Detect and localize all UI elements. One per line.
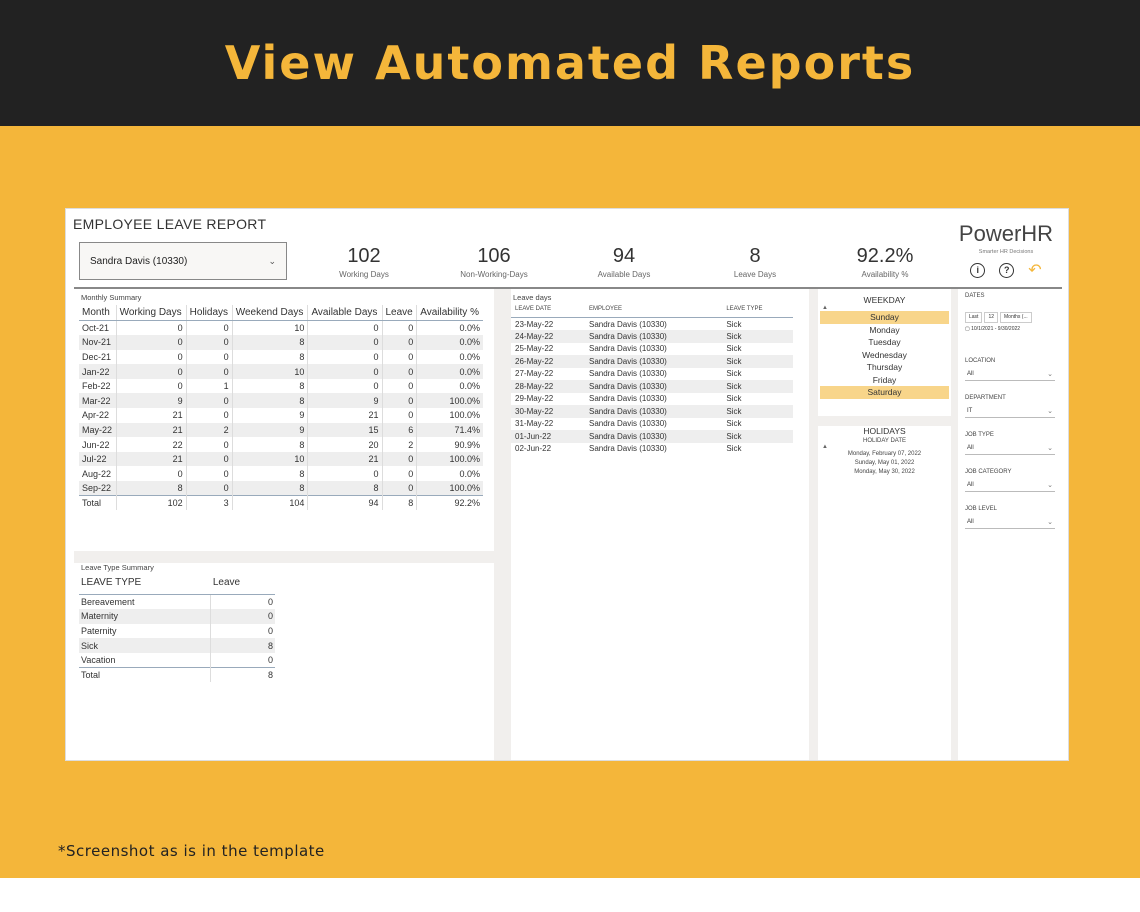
header-banner [0, 0, 1140, 126]
table-cell: 0 [186, 335, 232, 350]
undo-icon[interactable]: ↶ [1028, 262, 1042, 279]
dates-unit-select[interactable]: Months (... [1000, 312, 1032, 323]
table-cell: 92.2% [417, 496, 483, 511]
employee-leave-report [65, 208, 1069, 761]
table-cell: 8 [308, 481, 382, 496]
gutter [818, 416, 951, 426]
dropdown-value: All [967, 445, 974, 451]
table-cell: 10 [232, 452, 308, 467]
footnote: *Screenshot as is in the template [58, 842, 325, 860]
table-cell: 8 [232, 481, 308, 496]
table-cell: Sick [726, 344, 742, 354]
location-dropdown[interactable] [965, 368, 1055, 381]
kpi-available-days [554, 245, 694, 279]
table-row [511, 355, 793, 368]
column-header: Weekend Days [232, 305, 308, 321]
panel-title: Leave days [513, 293, 552, 302]
table-cell: 0 [211, 653, 275, 668]
calendar-icon: ▢ [965, 326, 970, 332]
header-divider [74, 287, 1062, 289]
table-cell: 21 [308, 452, 382, 467]
sort-icon[interactable]: ▲ [822, 444, 828, 450]
table-cell: 0 [186, 452, 232, 467]
table-row [511, 418, 793, 431]
report-title: EMPLOYEE LEAVE REPORT [73, 216, 267, 232]
table-cell: 8 [232, 437, 308, 452]
kpi-value: 94 [612, 245, 636, 267]
holiday-item: Monday, February 07, 2022 [847, 451, 922, 457]
table-cell: Oct-21 [82, 323, 110, 334]
kpi-label: Availability % [861, 270, 909, 279]
table-cell: 6 [382, 423, 417, 438]
table-cell: Paternity [81, 625, 117, 636]
table-cell: 0 [382, 364, 417, 379]
table-cell: 9 [232, 423, 308, 438]
kpi-label: Working Days [339, 270, 389, 279]
table-cell: 01-Jun-22 [511, 430, 585, 443]
leave-days-table [511, 305, 793, 455]
table-cell: Maternity [79, 609, 211, 624]
leave-type-summary-panel [79, 563, 493, 758]
gutter [951, 289, 958, 761]
table-cell: 94 [308, 496, 382, 511]
table-cell: Sick [726, 369, 742, 379]
table-row [511, 430, 793, 443]
column-header: Holidays [186, 305, 232, 321]
chevron-down-icon: ⌄ [1047, 482, 1053, 489]
gutter [494, 289, 511, 761]
kpi-availability [815, 245, 955, 279]
table-row [511, 405, 793, 418]
chevron-down-icon: ⌄ [268, 255, 276, 266]
table-cell: Total [79, 496, 116, 511]
table-cell: Sick [722, 405, 793, 418]
panel-title: Leave Type Summary [81, 563, 154, 572]
kpi-label: Non-Working-Days [460, 270, 528, 279]
table-cell: Sick [79, 638, 211, 653]
table-cell: 30-May-22 [511, 405, 585, 418]
table-row [79, 466, 483, 481]
job-category-dropdown[interactable] [965, 479, 1055, 492]
info-icon[interactable]: i [970, 263, 985, 278]
table-cell: Sandra Davis (10330) [589, 319, 667, 329]
table-cell: Sandra Davis (10330) [589, 344, 667, 354]
table-cell: 0 [116, 364, 186, 379]
weekday-option[interactable]: Thursday [866, 362, 903, 372]
table-cell: 100.0% [417, 393, 483, 408]
table-cell: 0 [382, 393, 417, 408]
table-row [511, 318, 793, 331]
chevron-down-icon: ⌄ [1047, 519, 1053, 526]
table-row [79, 379, 483, 394]
weekday-option[interactable]: Tuesday [868, 337, 901, 347]
table-cell: 21 [308, 408, 382, 423]
brand-logo: PowerHR [958, 221, 1054, 246]
table-cell: 0.0% [417, 350, 483, 365]
table-row [79, 653, 275, 668]
table-cell: 8 [232, 393, 308, 408]
table-cell: 20 [308, 437, 382, 452]
table-cell: 8 [232, 335, 308, 350]
table-cell: 0 [186, 466, 232, 481]
table-cell: 8 [211, 638, 275, 653]
table-cell: 8 [211, 667, 275, 682]
table-cell: 8 [232, 379, 308, 394]
table-cell: May-22 [79, 423, 116, 438]
table-cell: Sick [726, 444, 742, 454]
table-cell: Sandra Davis (10330) [589, 369, 667, 379]
table-cell: 100.0% [417, 408, 483, 423]
employee-select-value: Sandra Davis (10330) [90, 255, 188, 267]
table-cell: 9 [116, 393, 186, 408]
table-cell: Mar-22 [79, 393, 116, 408]
table-cell: Aug-22 [82, 468, 112, 479]
table-row [79, 350, 483, 365]
table-cell: Sick [722, 430, 793, 443]
table-cell: 0 [308, 321, 382, 336]
weekday-option[interactable]: Friday [872, 374, 897, 385]
brand [956, 221, 1056, 278]
filter-label-dates: DATES [965, 293, 985, 299]
employee-select[interactable] [79, 242, 287, 280]
table-cell: 8 [382, 496, 417, 511]
table-cell: 0.0% [417, 321, 483, 336]
table-cell: 0 [211, 624, 275, 639]
table-cell: Vacation [81, 654, 116, 665]
monthly-summary-table [79, 305, 483, 510]
table-cell: 0 [116, 466, 186, 481]
kpi-label: Available Days [597, 270, 651, 279]
weekday-slicer [818, 293, 951, 416]
table-cell: 23-May-22 [515, 319, 554, 329]
date-range-text: 10/1/2021 - 9/30/2022 [971, 326, 1021, 332]
table-cell: 0 [308, 364, 382, 379]
column-header: LEAVE TYPE [722, 305, 793, 318]
table-cell: Sick [726, 319, 742, 329]
weekday-option[interactable]: Saturday [820, 386, 949, 399]
table-cell: 9 [232, 408, 308, 423]
table-cell: Sandra Davis (10330) [585, 330, 722, 343]
filter-label-department: DEPARTMENT [965, 395, 1006, 401]
table-cell: 1 [186, 379, 232, 394]
table-row [79, 638, 275, 653]
slicer-title: WEEKDAY [863, 295, 906, 305]
kpi-value: 102 [347, 245, 381, 267]
filters-panel [958, 293, 1062, 758]
table-row [511, 443, 793, 456]
table-cell: Sandra Davis (10330) [589, 394, 667, 404]
kpi-leave-days [685, 245, 825, 279]
table-cell: 0 [116, 335, 186, 350]
column-header: LEAVE TYPE [79, 575, 211, 595]
kpi-value: 92.2% [856, 245, 914, 267]
weekday-option[interactable]: Wednesday [862, 349, 907, 360]
table-cell: 25-May-22 [515, 344, 554, 354]
dates-mode-select[interactable]: Last [965, 312, 982, 323]
table-cell: 102 [116, 496, 186, 511]
holidays-subtitle: HOLIDAY DATE [862, 438, 906, 444]
table-cell: Sick [726, 394, 742, 404]
table-cell: 0 [116, 379, 186, 394]
table-cell: Jan-22 [79, 364, 116, 379]
table-cell: 21 [116, 452, 186, 467]
weekday-option[interactable]: Monday [869, 324, 900, 335]
table-cell: 0 [186, 321, 232, 336]
table-row [511, 343, 793, 356]
leave-type-summary-table [79, 575, 275, 682]
table-row [79, 364, 483, 379]
table-cell: Apr-22 [82, 410, 110, 421]
table-cell: 0 [308, 466, 382, 481]
table-cell: 3 [186, 496, 232, 511]
column-header: EMPLOYEE [585, 305, 722, 318]
table-cell: Sick [722, 330, 793, 343]
chevron-down-icon: ⌄ [1047, 371, 1053, 378]
table-cell: Jul-22 [79, 452, 116, 467]
table-cell: 21 [116, 408, 186, 423]
table-cell: Sick [722, 380, 793, 393]
table-cell: 90.9% [417, 437, 483, 452]
table-cell: 0 [308, 379, 382, 394]
gutter [809, 289, 818, 761]
table-row [79, 321, 483, 336]
table-cell: 0 [382, 379, 417, 394]
total-row [79, 667, 275, 682]
table-cell: 0 [382, 350, 417, 365]
table-row [511, 368, 793, 381]
table-cell: 28-May-22 [511, 380, 585, 393]
table-cell: 0 [211, 595, 275, 610]
table-cell: 0 [308, 335, 382, 350]
chevron-down-icon: ⌄ [1047, 445, 1053, 452]
dates-count-input[interactable]: 12 [984, 312, 998, 323]
table-cell: Bereavement [81, 597, 135, 608]
total-row [79, 496, 483, 511]
kpi-non-working-days [424, 245, 564, 279]
department-dropdown[interactable] [965, 405, 1055, 418]
table-row [79, 595, 275, 610]
column-header: Leave [211, 575, 275, 595]
filter-label-location: LOCATION [965, 358, 996, 364]
table-row [511, 393, 793, 406]
chevron-down-icon: ⌄ [1047, 408, 1053, 415]
table-cell: 0 [186, 364, 232, 379]
column-header: Leave [382, 305, 417, 321]
table-row [79, 481, 483, 496]
table-cell: Sandra Davis (10330) [585, 380, 722, 393]
table-cell: Sandra Davis (10330) [585, 430, 722, 443]
table-cell: Feb-22 [82, 381, 111, 392]
job-level-dropdown[interactable] [965, 516, 1055, 529]
column-header: Available Days [308, 305, 382, 321]
filter-label-job-level: JOB LEVEL [965, 506, 998, 512]
table-cell: 0 [382, 408, 417, 423]
table-cell: Sandra Davis (10330) [589, 419, 667, 429]
table-cell: 0.0% [417, 466, 483, 481]
table-cell: 8 [116, 481, 186, 496]
help-icon[interactable]: ? [999, 263, 1014, 278]
kpi-working-days [294, 245, 434, 279]
table-cell: 24-May-22 [511, 330, 585, 343]
table-cell: Sandra Davis (10330) [585, 355, 722, 368]
table-cell: 15 [308, 423, 382, 438]
column-header: Month [79, 305, 116, 321]
table-cell: 26-May-22 [511, 355, 585, 368]
column-header: LEAVE DATE [511, 305, 585, 318]
filter-label-job-type: JOB TYPE [965, 432, 994, 438]
table-cell: 0 [186, 350, 232, 365]
holidays-panel [818, 426, 951, 758]
dropdown-value: IT [967, 408, 973, 414]
table-cell: 8 [232, 350, 308, 365]
table-cell: Dec-21 [82, 351, 112, 362]
column-header: Availability % [417, 305, 483, 321]
table-cell: 0 [382, 335, 417, 350]
table-cell: 2 [186, 423, 232, 438]
table-cell: 0 [382, 481, 417, 496]
table-cell: 0 [308, 350, 382, 365]
table-cell: Sick [726, 419, 742, 429]
holidays-list [818, 450, 951, 477]
brand-tagline: Smarter HR Decisions [978, 249, 1034, 255]
table-cell: 8 [232, 466, 308, 481]
table-cell: 104 [232, 496, 308, 511]
table-cell: Sep-22 [79, 481, 116, 496]
table-cell: 100.0% [417, 481, 483, 496]
leave-days-panel [511, 293, 809, 758]
panel-spacer [74, 551, 494, 563]
sort-icon[interactable]: ▲ [822, 305, 828, 311]
table-cell: 100.0% [417, 452, 483, 467]
date-range [965, 326, 1055, 332]
dropdown-value: All [967, 482, 974, 488]
table-cell: Sandra Davis (10330) [585, 405, 722, 418]
job-type-dropdown[interactable] [965, 442, 1055, 455]
table-cell: 0 [116, 321, 186, 336]
table-row [79, 609, 275, 624]
kpi-label: Leave Days [733, 270, 777, 279]
table-cell: 27-May-22 [515, 369, 554, 379]
holiday-item: Sunday, May 01, 2022 [854, 460, 915, 466]
table-cell: 10 [232, 364, 308, 379]
table-cell: 9 [308, 393, 382, 408]
table-cell: Sick [722, 355, 793, 368]
dropdown-value: All [967, 371, 974, 377]
kpi-value: 8 [749, 245, 761, 267]
table-cell: 0 [186, 393, 232, 408]
table-row [79, 452, 483, 467]
table-cell: 0 [382, 452, 417, 467]
table-row [511, 330, 793, 343]
weekday-option[interactable]: Sunday [820, 311, 949, 324]
table-cell: 29-May-22 [515, 394, 554, 404]
table-row [79, 408, 483, 423]
panel-title: Monthly Summary [81, 293, 142, 302]
table-cell: Jun-22 [82, 439, 110, 450]
holiday-item: Monday, May 30, 2022 [854, 469, 915, 475]
table-cell: 0 [382, 321, 417, 336]
table-cell: 22 [116, 437, 186, 452]
monthly-summary-panel [79, 293, 493, 551]
table-cell: 0 [186, 408, 232, 423]
table-cell: 0 [382, 466, 417, 481]
table-row [79, 423, 483, 438]
table-cell: Sandra Davis (10330) [589, 444, 667, 454]
table-cell: 0 [116, 350, 186, 365]
table-cell: Total [79, 667, 211, 682]
table-cell: 0 [186, 437, 232, 452]
dropdown-value: All [967, 519, 974, 525]
weekday-list [818, 311, 951, 399]
table-cell: 0 [186, 481, 232, 496]
table-cell: 0 [211, 609, 275, 624]
table-row [79, 335, 483, 350]
holidays-title: HOLIDAYS [863, 426, 906, 436]
table-cell: 71.4% [417, 423, 483, 438]
filter-label-job-category: JOB CATEGORY [965, 469, 1012, 475]
table-cell: 2 [382, 437, 417, 452]
kpi-value: 106 [477, 245, 511, 267]
table-row [79, 437, 483, 452]
table-cell: Nov-21 [79, 335, 116, 350]
table-cell: 31-May-22 [515, 419, 554, 429]
table-cell: 0.0% [417, 379, 483, 394]
column-header: Working Days [116, 305, 186, 321]
table-cell: 02-Jun-22 [515, 444, 552, 454]
table-row [79, 393, 483, 408]
table-cell: 21 [116, 423, 186, 438]
table-cell: 10 [232, 321, 308, 336]
table-row [511, 380, 793, 393]
table-cell: 0.0% [417, 335, 483, 350]
page-title: View Automated Reports [224, 36, 916, 90]
table-cell: 0.0% [417, 364, 483, 379]
table-row [79, 624, 275, 639]
